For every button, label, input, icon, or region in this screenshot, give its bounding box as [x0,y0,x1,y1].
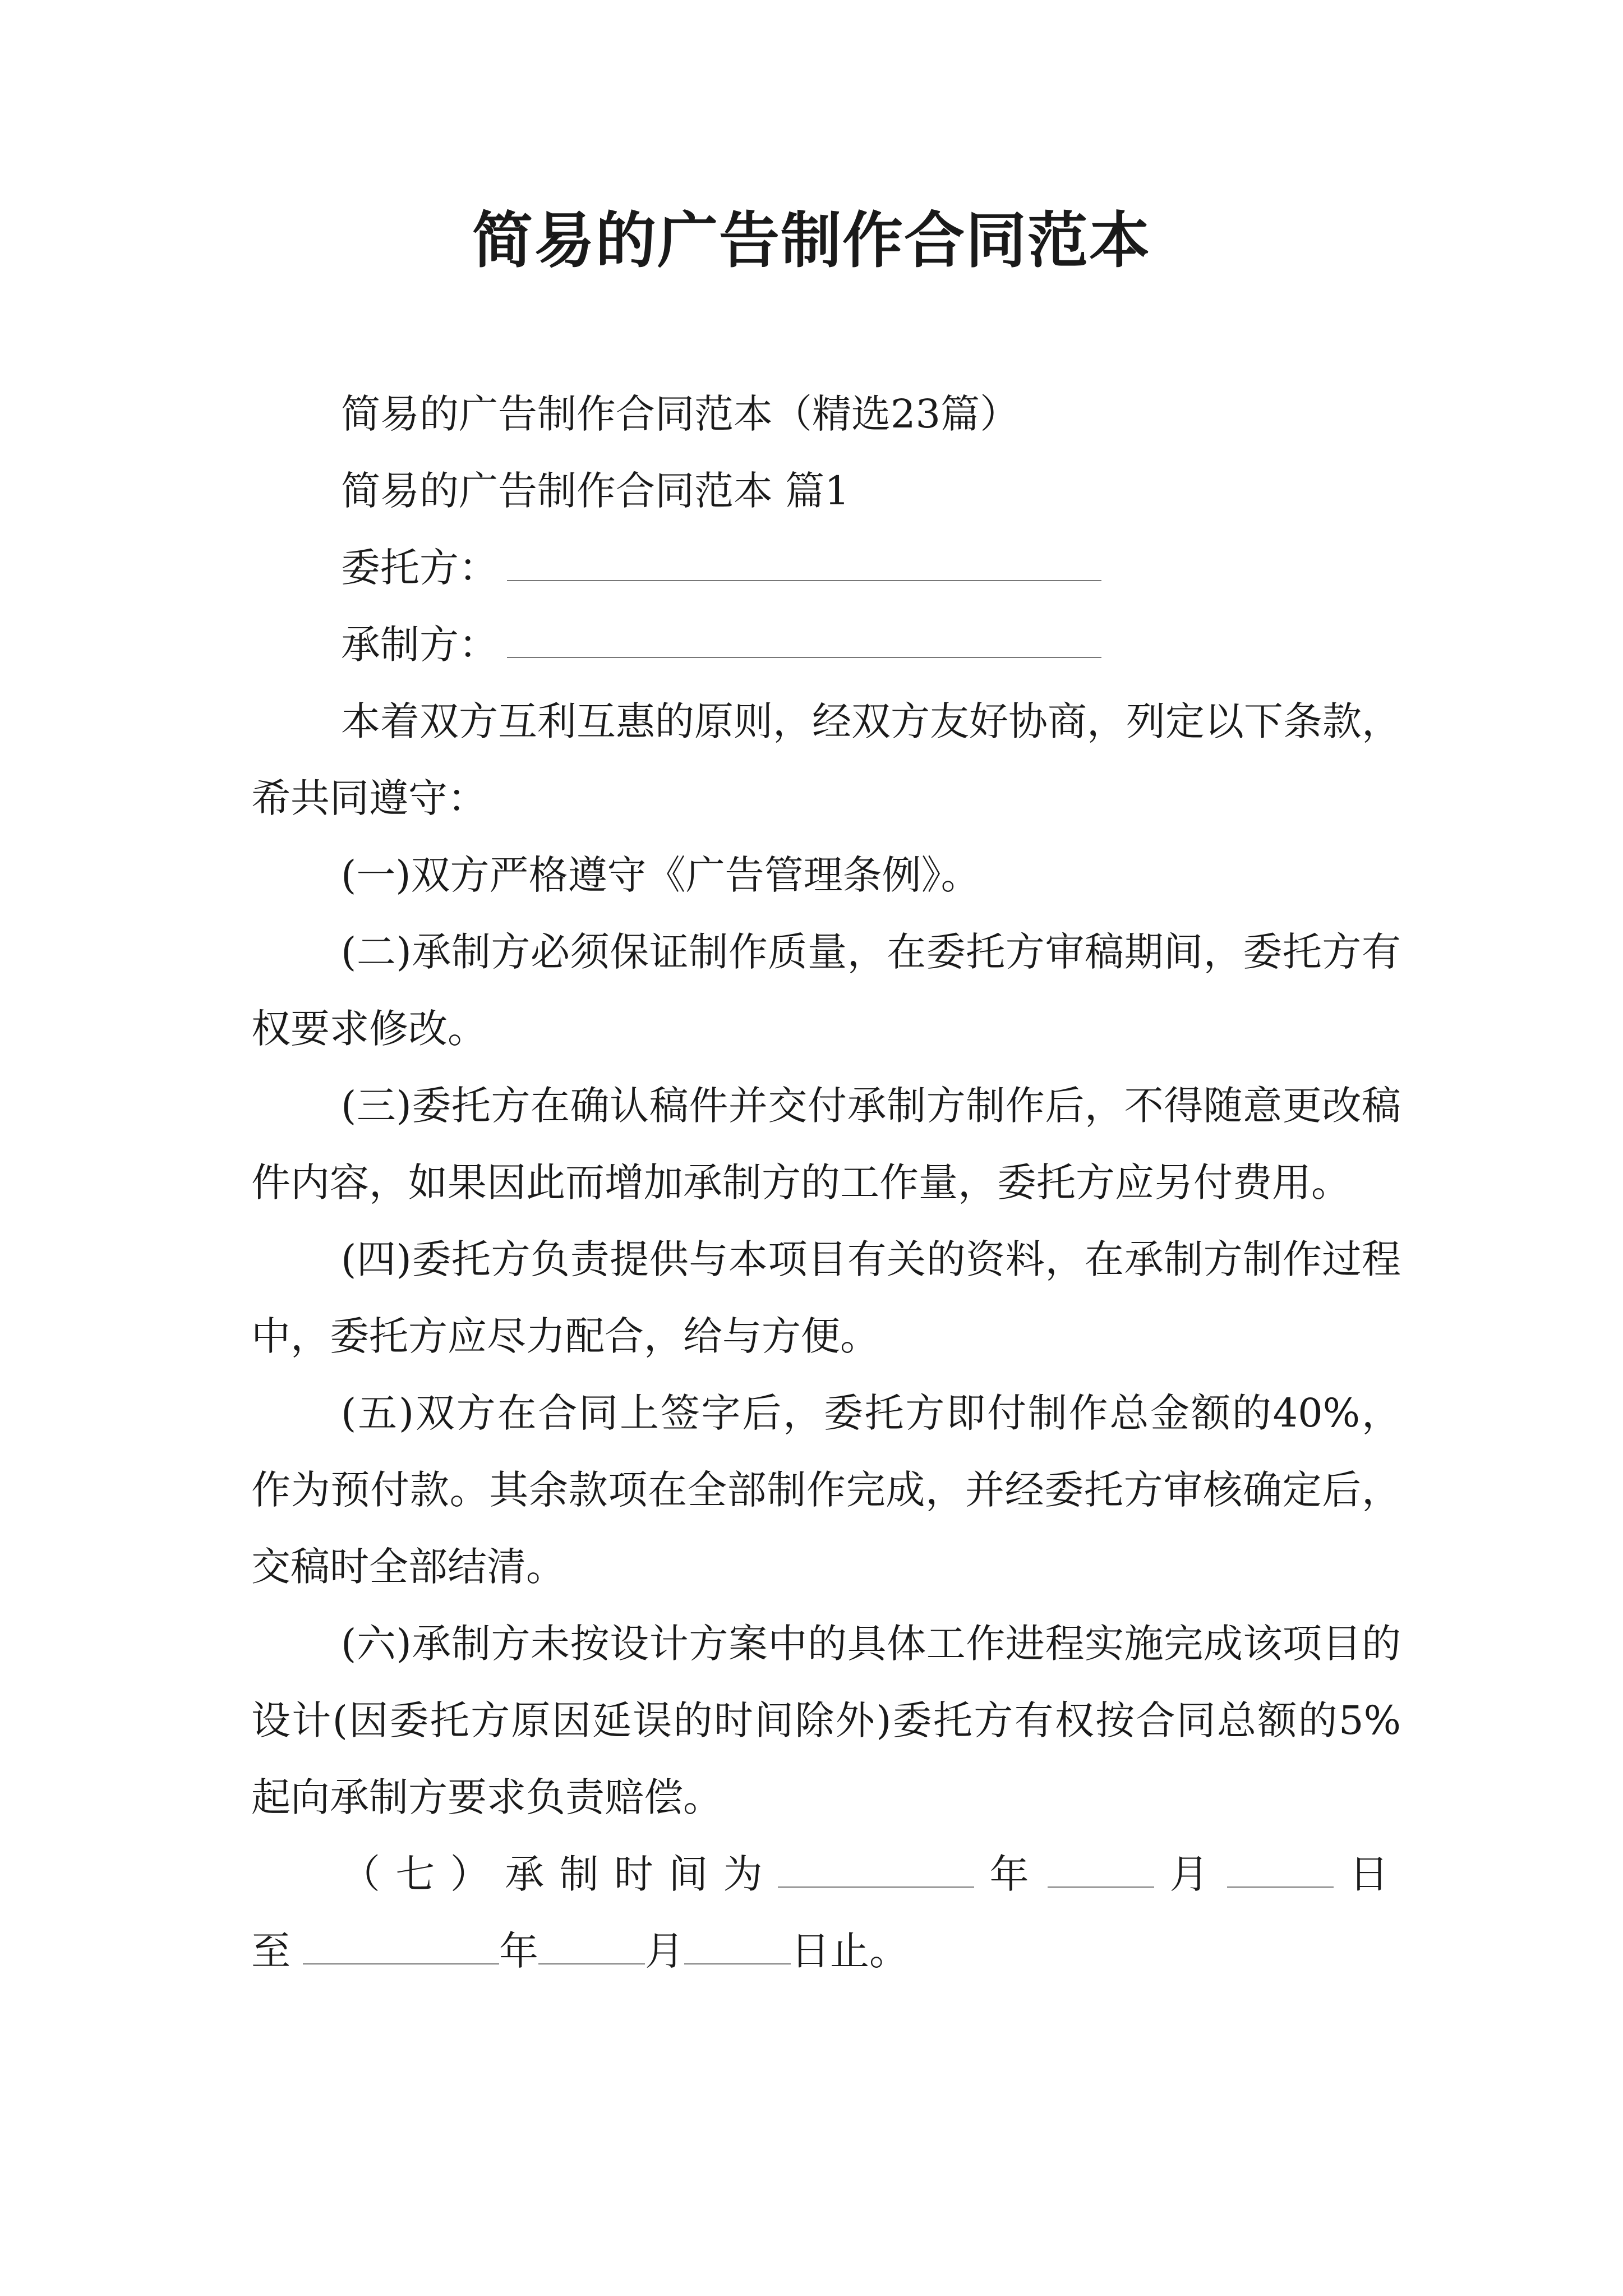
start-year-label: 年 [989,1851,1032,1897]
maker-blank [507,622,1101,658]
client-label: 委托方： [341,545,498,591]
end-day-label: 日止。 [791,1928,909,1974]
start-day-label: 日至 [251,1851,1401,1974]
intro-paragraph: 本着双方互利互惠的原则，经双方友好协商，列定以下条款，希共同遵守： [251,698,1401,821]
end-year-blank [303,1929,499,1964]
end-year-label: 年 [499,1928,538,1974]
clause-7 [251,1836,1401,1990]
maker-line [251,606,1401,683]
subtitle: 简易的广告制作合同范本（精选23篇） [341,391,1020,437]
maker-label: 承制方： [341,622,498,668]
clause-3: (三)委托方在确认稿件并交付承制方制作后，不得随意更改稿件内容，如果因此而增加承制方的工作量，委托方应另付费用。 [251,1083,1401,1205]
start-month-label: 月 [1169,1851,1212,1897]
start-month-blank [1048,1852,1154,1888]
end-day-blank [684,1929,791,1964]
clause-7-prefix: （七）承制时间为 [341,1851,778,1897]
clause-2: (二)承制方必须保证制作质量，在委托方审稿期间，委托方有权要求修改。 [251,929,1401,1052]
start-day-blank [1227,1852,1334,1888]
client-line [251,530,1401,606]
section-heading: 简易的广告制作合同范本 篇1 [341,468,850,514]
end-month-blank [538,1929,645,1964]
document-title: 简易的广告制作合同范本 [472,206,1151,276]
client-blank [507,545,1101,581]
clause-4: (四)委托方负责提供与本项目有关的资料，在承制方制作过程中，委托方应尽力配合，给与方便。 [251,1236,1401,1359]
document-body [251,376,1401,1990]
clause-6: (六)承制方未按设计方案中的具体工作进程实施完成该项目的设计(因委托方原因延误的时间除外)委托方有权按合同总额的5%起向承制方要求负责赔偿。 [251,1621,1401,1820]
start-year-blank [778,1852,974,1888]
end-month-label: 月 [645,1928,684,1974]
clause-5: (五)双方在合同上签字后，委托方即付制作总金额的40%，作为预付款。其余款项在全部制作完成，并经委托方审核确定后，交稿时全部结清。 [251,1390,1401,1590]
clause-1: (一)双方严格遵守《广告管理条例》。 [341,852,980,898]
